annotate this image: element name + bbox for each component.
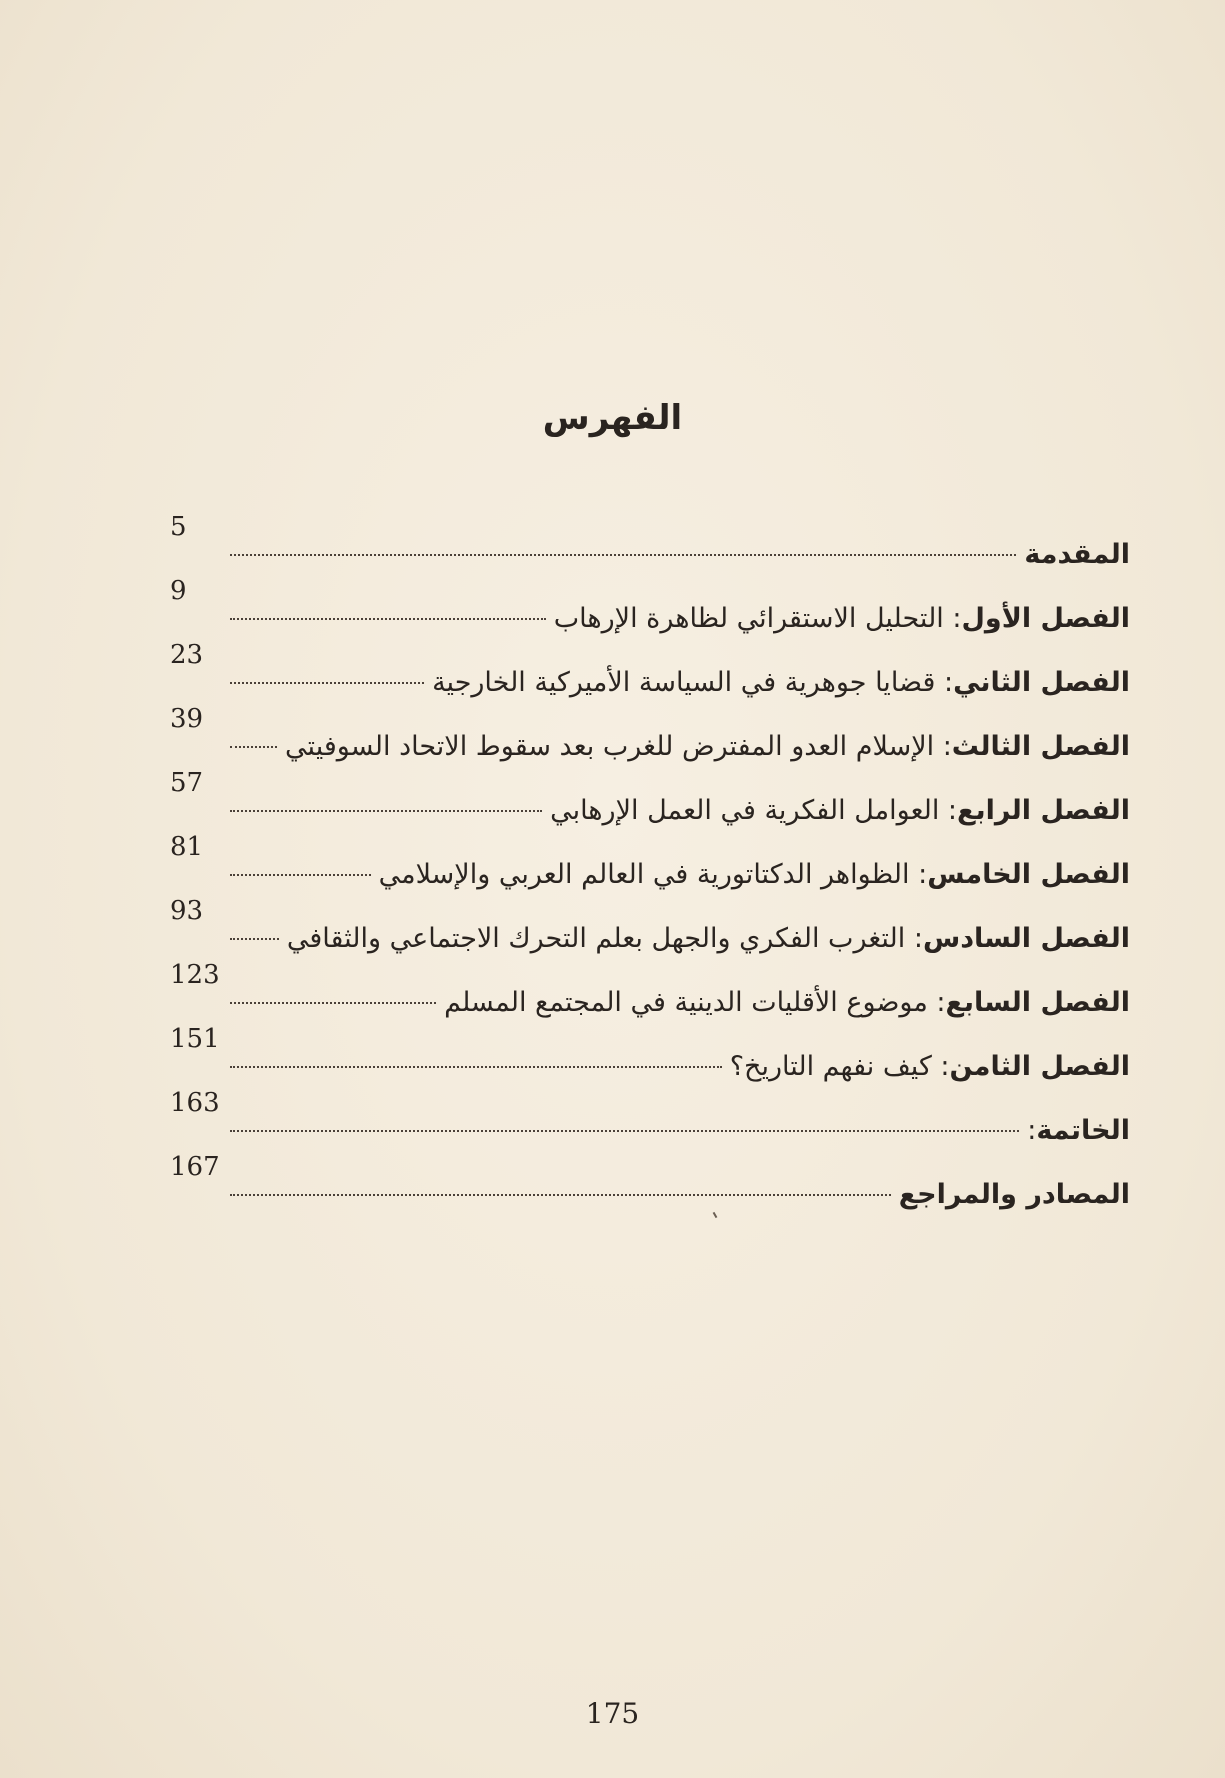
toc-chapter-title: العوامل الفكرية في العمل الإرهابي [550, 795, 940, 826]
toc-entry [170, 510, 1130, 574]
toc-entry-title [899, 1179, 1130, 1214]
toc-chapter-label: الفصل الخامس [927, 859, 1130, 890]
toc-page-number: 151 [170, 1024, 220, 1054]
toc-chapter-title: موضوع الأقليات الدينية في المجتمع المسلم [444, 987, 928, 1018]
toc-page-number: 57 [170, 768, 204, 798]
toc-entry [170, 894, 1130, 958]
toc-dot-leader [230, 1001, 436, 1004]
toc-dot-leader [230, 553, 1016, 556]
toc-entry-title [554, 603, 1130, 638]
toc-entry [170, 702, 1130, 766]
toc-chapter-title: قضايا جوهرية في السياسة الأميركية الخارجية [432, 667, 936, 698]
toc-chapter-title: الظواهر الدكتاتورية في العالم العربي والإسلامي [378, 859, 910, 890]
toc-page-number: 93 [170, 896, 204, 926]
toc-entry [170, 574, 1130, 638]
toc-dot-leader [230, 1129, 1019, 1132]
toc-separator: : [909, 859, 928, 890]
toc-chapter-label: الفصل الثاني [953, 667, 1130, 698]
page-number: 175 [585, 1697, 640, 1730]
table-of-contents [170, 510, 1130, 1214]
toc-page-number: 163 [170, 1088, 220, 1118]
toc-separator: : [935, 667, 954, 698]
toc-chapter-label: الفصل الثالث [951, 731, 1130, 762]
toc-chapter-title: الإسلام العدو المفترض للغرب بعد سقوط الاتحاد السوفيتي [285, 731, 935, 762]
toc-entry [170, 1022, 1130, 1086]
toc-entry [170, 830, 1130, 894]
toc-dot-leader [230, 617, 546, 620]
toc-chapter-label: الخاتمة [1036, 1115, 1130, 1146]
toc-entry [170, 958, 1130, 1022]
toc-entry-title [1027, 1115, 1130, 1150]
toc-page-number: 5 [170, 512, 187, 542]
toc-entry-title [730, 1051, 1130, 1086]
toc-page-number: 167 [170, 1152, 220, 1182]
toc-separator: : [905, 923, 923, 954]
toc-entry-title [285, 731, 1130, 766]
toc-separator: : [931, 1051, 950, 1082]
toc-entry [170, 766, 1130, 830]
toc-entry [170, 638, 1130, 702]
toc-dot-leader [230, 873, 371, 876]
toc-chapter-label: الفصل الثامن [949, 1051, 1130, 1082]
toc-dot-leader [230, 1193, 891, 1196]
toc-separator: : [943, 603, 962, 634]
toc-chapter-label: الفصل الرابع [957, 795, 1130, 826]
toc-chapter-label: الفصل السابع [945, 987, 1130, 1018]
toc-chapter-title: التغرب الفكري والجهل بعلم التحرك الاجتماعي والثقافي [286, 923, 906, 954]
toc-entry-title [379, 859, 1130, 894]
toc-dot-leader [230, 937, 279, 940]
toc-dot-leader [230, 1065, 722, 1068]
toc-entry-title [1024, 539, 1130, 574]
toc-chapter-label: المصادر والمراجع [898, 1179, 1130, 1210]
toc-dot-leader [230, 809, 542, 812]
toc-page-number: 81 [170, 832, 204, 862]
toc-chapter-label: الفصل الأول [961, 603, 1130, 634]
toc-separator: : [1027, 1115, 1037, 1146]
toc-dot-leader [230, 745, 277, 748]
toc-page-number: 9 [170, 576, 187, 606]
toc-separator: : [934, 731, 952, 762]
toc-entry [170, 1150, 1130, 1214]
toc-chapter-label: المقدمة [1024, 539, 1130, 570]
toc-entry-title [287, 923, 1130, 958]
toc-chapter-title: التحليل الاستقرائي لظاهرة الإرهاب [553, 603, 944, 634]
toc-page-number: 39 [170, 704, 204, 734]
toc-entry-title [432, 667, 1130, 702]
toc-chapter-label: الفصل السادس [922, 923, 1130, 954]
toc-chapter-title: كيف نفهم التاريخ؟ [729, 1051, 932, 1082]
toc-separator: : [927, 987, 946, 1018]
toc-page-number: 123 [170, 960, 220, 990]
toc-page-number: 23 [170, 640, 204, 670]
toc-entry-title [444, 987, 1130, 1022]
toc-entry-title [550, 795, 1130, 830]
toc-entry [170, 1086, 1130, 1150]
toc-dot-leader [230, 681, 424, 684]
page-title: الفهرس [542, 398, 683, 438]
toc-separator: : [939, 795, 958, 826]
